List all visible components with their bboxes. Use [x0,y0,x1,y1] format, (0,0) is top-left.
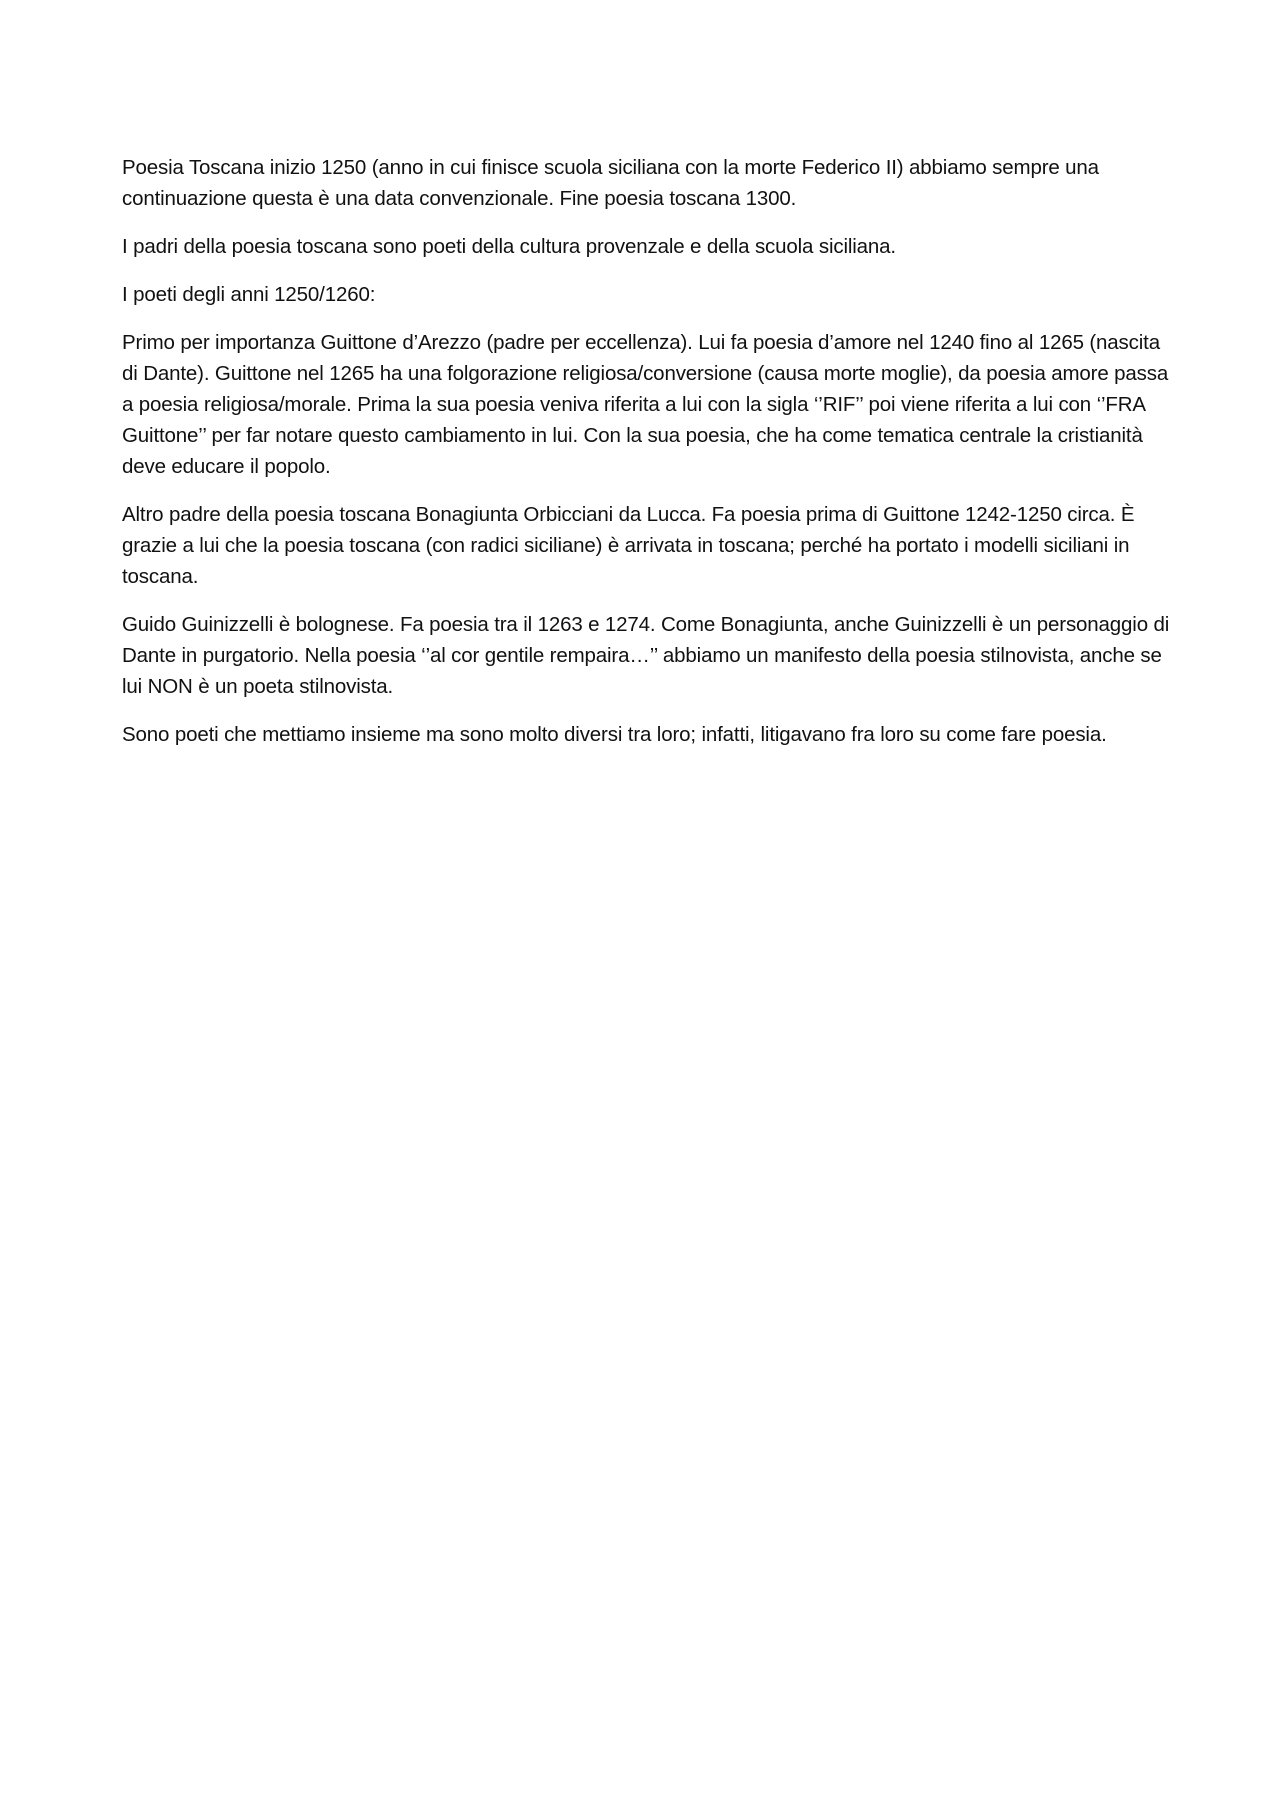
paragraph-bonagiunta: Altro padre della poesia toscana Bonagiunta Orbicciani da Lucca. Fa poesia prima di Guittone 1242-1250 circa. È grazie a lui che la poesia toscana (con radici siciliane) è arrivata in toscana; perché ha portato i modelli siciliani in toscana. [122,503,1135,588]
paragraph-poeti-anni: I poeti degli anni 1250/1260: [122,283,376,306]
paragraph-intro: Poesia Toscana inizio 1250 (anno in cui finisce scuola siciliana con la morte Federico II) abbiamo sempre una continuazione questa è una data convenzionale. Fine poesia toscana 1300. [122,156,1099,210]
paragraph-padri: I padri della poesia toscana sono poeti della cultura provenzale e della scuola siciliana. [122,235,896,258]
paragraph-guittone: Primo per importanza Guittone d’Arezzo (padre per eccellenza). Lui fa poesia d’amore nel 1240 fino al 1265 (nascita di Dante). Guittone nel 1265 ha una folgorazione religiosa/conversione (causa morte moglie), da poesia amore passa a poesia religiosa/morale. Prima la sua poesia veniva riferita a lui con la sigla ‘’RIF’’ poi viene riferita a lui con ‘’FRA Guittone’’ per far notare questo cambiamento in lui. Con la sua poesia, che ha come tematica centrale la cristianità deve educare il popolo. [122,331,1169,478]
paragraph-conclusione: Sono poeti che mettiamo insieme ma sono molto diversi tra loro; infatti, litigavano fra loro su come fare poesia. [122,723,1107,746]
paragraph-guinizzelli: Guido Guinizzelli è bolognese. Fa poesia tra il 1263 e 1274. Come Bonagiunta, anche Guinizzelli è un personaggio di Dante in purgatorio. Nella poesia ‘’al cor gentile rempaira…’’ abbiamo un manifesto della poesia stilnovista, anche se lui NON è un poeta stilnovista. [122,613,1170,698]
document-body [122,152,1170,767]
